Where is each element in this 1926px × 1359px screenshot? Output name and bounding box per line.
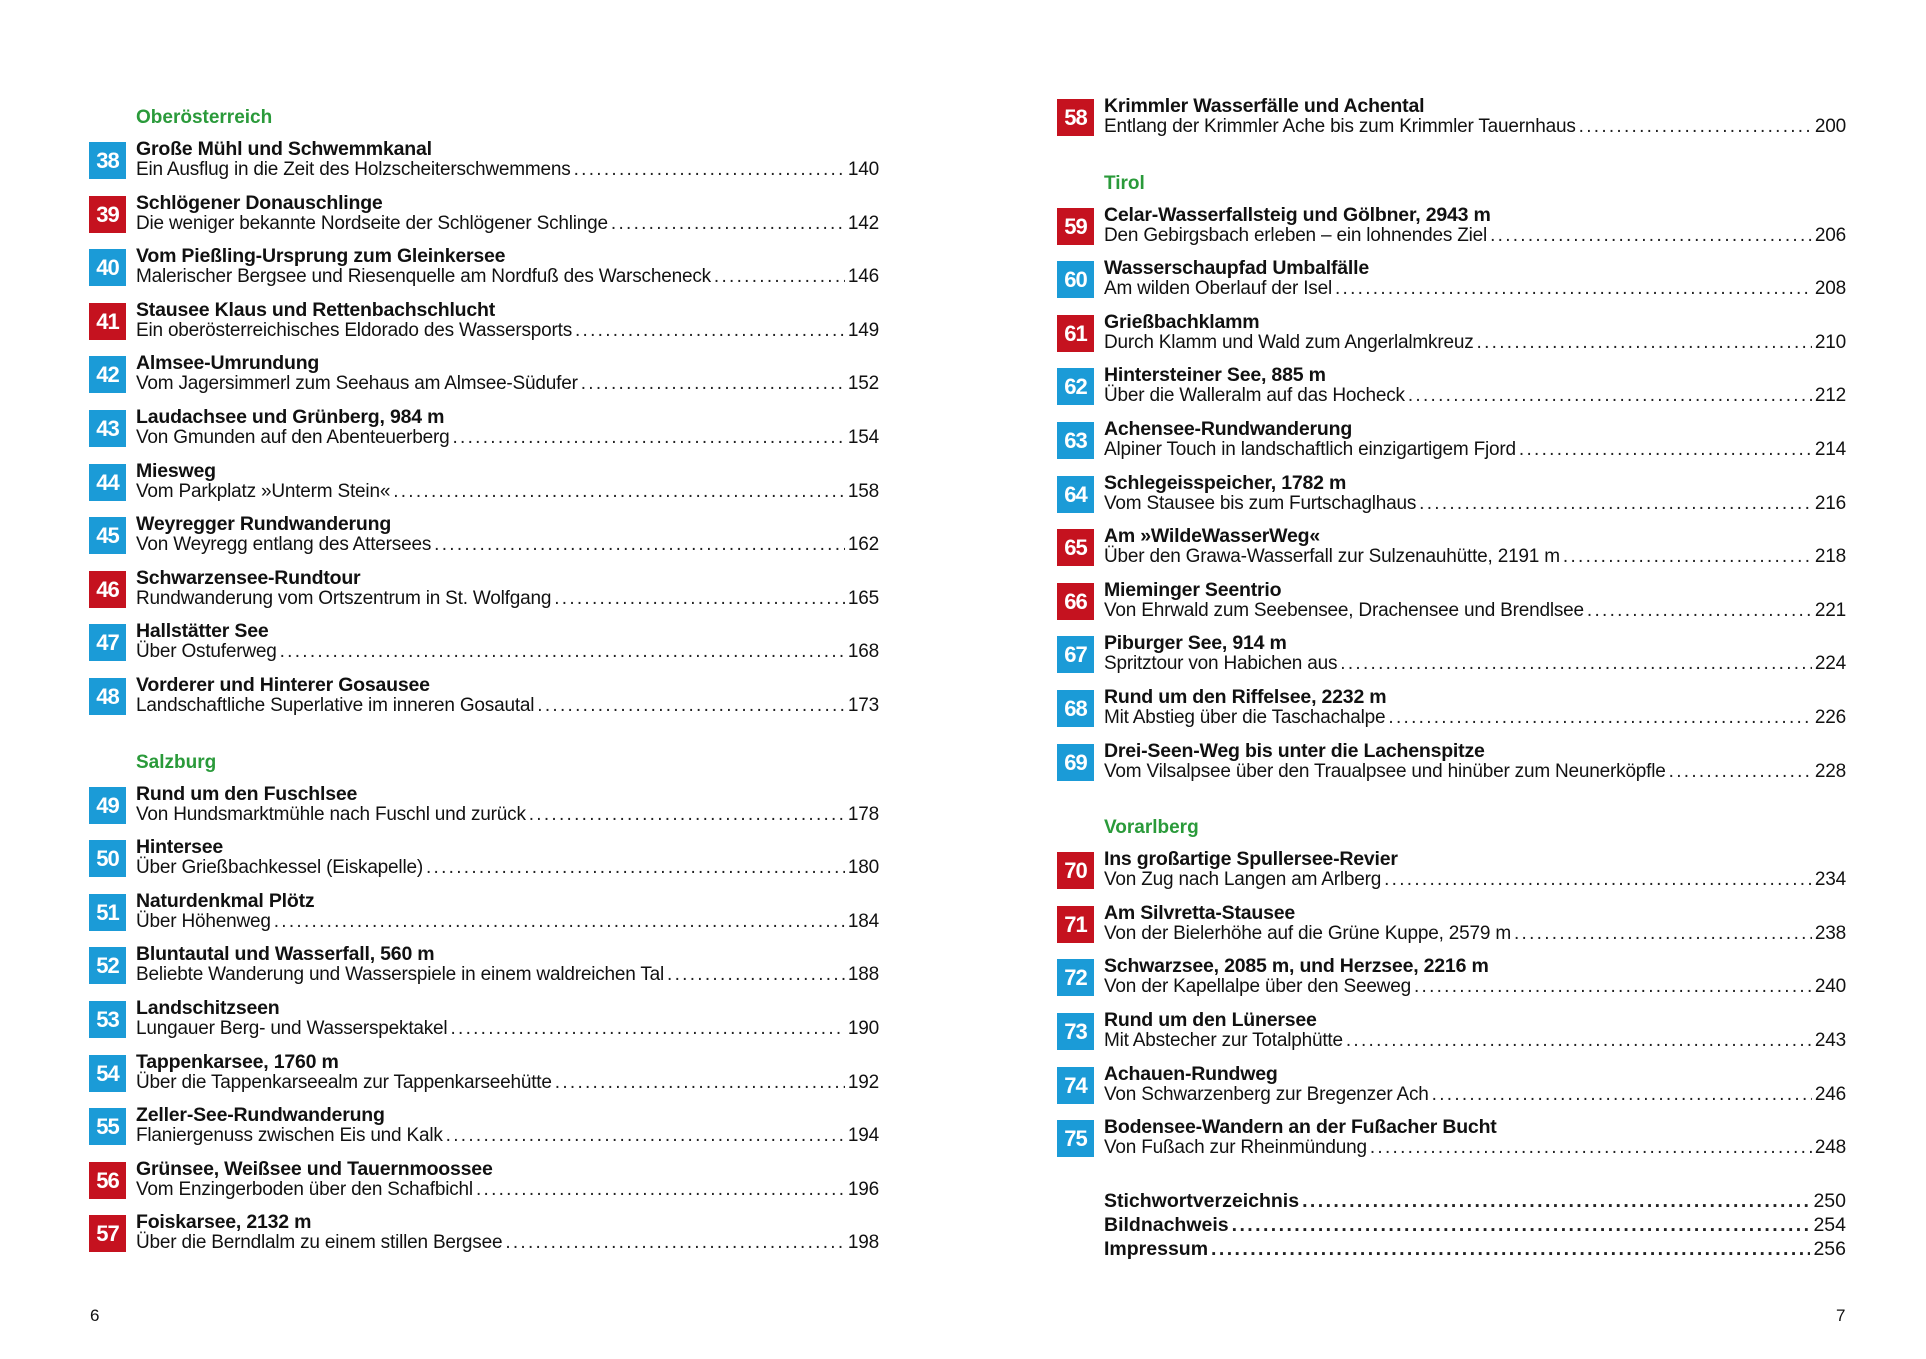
tour-title[interactable]: Am »WildeWasserWeg« [1104,525,1321,548]
tour-title[interactable]: Weyregger Rundwanderung [136,513,392,536]
appendix-label: Bildnachweis [1104,1213,1229,1236]
tour-title[interactable]: Drei-Seen-Weg bis unter die Lachenspitze [1104,739,1485,762]
tour-subtitle: Von Gmunden auf den Abenteuerberg [136,426,450,448]
tour-title[interactable]: Grünsee, Weißsee und Tauernmoossee [136,1157,493,1180]
tour-subtitle-line [136,481,879,503]
page-number-left: 6 [90,1306,100,1325]
dot-leader [453,427,845,449]
tour-subtitle: Lungauer Berg- und Wasserspektakel [136,1017,448,1039]
dot-leader [714,266,845,288]
tour-title[interactable]: Achensee-Rundwanderung [1104,417,1353,440]
tour-number-badge: 74 [1057,1067,1094,1104]
tour-subtitle-line [136,1232,879,1254]
tour-subtitle: Vom Vilsalpsee über den Traualpsee und hinüber zum Neunerköpfle [1104,760,1666,782]
tour-number-badge: 39 [89,196,126,233]
tour-subtitle-line [136,159,879,181]
tour-subtitle-line [136,1125,879,1147]
tour-number-badge: 62 [1057,368,1094,405]
toc-entry[interactable] [1057,736,1846,790]
dot-leader [611,213,845,235]
tour-number-badge: 51 [89,894,126,931]
tour-subtitle-line [1104,869,1846,891]
dot-leader [1669,761,1812,783]
tour-number-badge: 54 [89,1055,126,1092]
tour-subtitle: Von Schwarzenberg zur Bregenzer Ach [1104,1083,1429,1105]
page-number: 162 [847,534,879,556]
tour-title[interactable]: Laudachsee und Grünberg, 984 m [136,405,445,428]
page-number: 256 [1813,1237,1846,1260]
tour-number-badge: 59 [1057,208,1094,245]
page-number: 154 [847,426,879,448]
dot-leader [476,1179,845,1201]
dot-leader [446,1125,845,1147]
toc-entry[interactable] [89,779,879,833]
dot-leader [450,1018,844,1040]
right-sections [1057,91,1846,1166]
dot-leader [274,911,845,933]
left-page-toc [89,101,879,1261]
right-page-toc [1057,91,1846,1261]
page-number: 208 [1814,278,1846,300]
appendix-label: Impressum [1104,1237,1209,1260]
toc-entry[interactable] [1057,521,1846,575]
tour-subtitle-line [1104,923,1846,945]
toc-entry[interactable] [1057,200,1846,254]
page-number: 243 [1814,1029,1846,1051]
tour-number-badge: 52 [89,947,126,984]
toc-entry[interactable] [1057,844,1846,898]
tour-subtitle: Über die Tappenkarseealm zur Tappenkarseehütte [136,1071,552,1093]
tour-subtitle-line [136,804,879,826]
page-number: 184 [847,910,879,932]
tour-number-badge: 49 [89,787,126,824]
toc-entry[interactable] [89,402,879,456]
tour-title[interactable]: Naturdenkmal Plötz [136,889,315,912]
tour-subtitle: Malerischer Bergsee und Riesenquelle am Nordfuß des Warscheneck [136,266,711,288]
tour-subtitle-line [1104,546,1846,568]
tour-subtitle-line [1104,600,1846,622]
tour-title[interactable]: Wasserschaupfad Umbalfälle [1104,257,1370,280]
dot-leader [1477,332,1812,354]
tour-title[interactable]: Schwarzsee, 2085 m, und Herzsee, 2216 m [1104,955,1489,978]
page-number: 140 [847,159,879,180]
section-heading: Oberösterreich [136,107,273,128]
toc-entry[interactable] [89,509,879,563]
toc-entry[interactable] [89,134,879,188]
tour-title[interactable]: Foiskarsee, 2132 m [136,1211,312,1234]
tour-subtitle-line [136,1018,879,1040]
tour-number-badge: 41 [89,303,126,340]
page-number: 210 [1814,331,1846,353]
tour-number-badge: 47 [89,624,126,661]
tour-subtitle: Von Fußach zur Rheinmündung [1104,1137,1367,1159]
toc-entry[interactable] [89,241,879,295]
page-number-right: 7 [1836,1306,1846,1325]
toc-entry[interactable] [1057,898,1846,952]
tour-subtitle: Mit Abstieg über die Taschachalpe [1104,706,1386,728]
tour-number-badge: 55 [89,1108,126,1145]
tour-subtitle-line [136,911,879,933]
tour-number-badge: 45 [89,517,126,554]
tour-subtitle: Flaniergenuss zwischen Eis und Kalk [136,1125,443,1147]
dot-leader [1414,976,1812,998]
tour-subtitle: Vom Parkplatz »Unterm Stein« [136,480,391,502]
dot-leader [1519,439,1812,461]
page-number: 240 [1814,976,1846,998]
tour-subtitle-line [136,1072,879,1094]
tour-subtitle: Vom Jagersimmerl zum Seehaus am Almsee-Südufer [136,373,578,395]
toc-entry[interactable] [1057,360,1846,414]
tour-subtitle: Alpiner Touch in landschaftlich einzigartigem Fjord [1104,438,1516,460]
tour-subtitle: Rundwanderung vom Ortszentrum in St. Wolfgang [136,587,552,609]
tour-title[interactable]: Große Mühl und Schwemmkanal [136,138,432,160]
page-number: 178 [847,803,879,825]
tour-subtitle: Ein oberösterreichisches Eldorado des Wassersports [136,319,572,341]
tour-subtitle-line [136,641,879,663]
dot-leader [1370,1137,1812,1159]
toc-entry[interactable] [89,1207,879,1261]
dot-leader [1232,1213,1811,1237]
toc-entry[interactable] [89,616,879,670]
tour-subtitle-line [1104,332,1846,354]
tour-number-badge: 70 [1057,852,1094,889]
dot-leader [554,588,845,610]
tour-number-badge: 48 [89,678,126,715]
page-number: 168 [847,641,879,663]
tour-title[interactable]: Hintersee [136,836,224,859]
page-number: 200 [1814,116,1846,137]
tour-number-badge: 43 [89,410,126,447]
tour-number-badge: 69 [1057,744,1094,781]
tour-number-badge: 53 [89,1001,126,1038]
dot-leader [426,857,845,879]
tour-title[interactable]: Am Silvretta-Stausee [1104,901,1296,924]
tour-subtitle: Von Ehrwald zum Seebensee, Drachensee und Brendlsee [1104,599,1584,621]
toc-entry[interactable] [1057,414,1846,468]
tour-subtitle: Von Zug nach Langen am Arlberg [1104,869,1382,891]
tour-subtitle: Vom Enzingerboden über den Schafbichl [136,1178,473,1200]
tour-subtitle-line [136,1179,879,1201]
appendix-entry[interactable] [1104,1189,1846,1213]
tour-number-badge: 42 [89,356,126,393]
tour-number-badge: 60 [1057,261,1094,298]
appendix-list [1057,1189,1846,1261]
dot-leader [575,320,845,342]
tour-subtitle-line [136,857,879,879]
tour-number-badge: 65 [1057,529,1094,566]
dot-leader [574,159,845,181]
page-number: 212 [1814,385,1846,407]
tour-subtitle-line [136,588,879,610]
dot-leader [434,534,845,556]
toc-entry[interactable] [89,348,879,402]
tour-subtitle-line [136,427,879,449]
section-heading: Salzburg [136,751,217,773]
tour-title[interactable]: Achauen-Rundweg [1104,1062,1278,1085]
toc-entry[interactable] [1057,628,1846,682]
tour-subtitle: Über die Berndlalm zu einem stillen Bergsee [136,1232,503,1254]
page-number: 142 [847,212,879,234]
tour-subtitle-line [1104,439,1846,461]
page-number: 248 [1814,1137,1846,1159]
toc-entry[interactable] [89,670,879,724]
tour-number-badge: 58 [1057,99,1094,136]
dot-leader [1388,707,1811,729]
tour-subtitle-line [1104,976,1846,998]
tour-number-badge: 73 [1057,1013,1094,1050]
toc-entry[interactable] [89,188,879,242]
page-number: 188 [847,964,879,986]
dot-leader [1335,278,1812,300]
tour-subtitle: Die weniger bekannte Nordseite der Schlögener Schlinge [136,212,608,234]
tour-title[interactable]: Krimmler Wasserfälle und Achental [1104,95,1425,117]
dot-leader [393,481,845,503]
dot-leader [505,1232,845,1254]
tour-title[interactable]: Rund um den Lünersee [1104,1008,1317,1031]
page-number: 228 [1814,760,1846,782]
page-number: 234 [1814,869,1846,891]
page-number: 173 [847,694,879,716]
tour-number-badge: 40 [89,249,126,286]
tour-subtitle-line [136,695,879,717]
toc-entry[interactable] [1057,91,1846,145]
toc-entry[interactable] [89,993,879,1047]
tour-subtitle-line [1104,493,1846,515]
toc-entry[interactable] [1057,1005,1846,1059]
page-number: 218 [1814,546,1846,568]
tour-number-badge: 56 [89,1162,126,1199]
toc-entry[interactable] [1057,253,1846,307]
page-number: 149 [847,319,879,341]
tour-number-badge: 44 [89,464,126,501]
dot-leader [1563,546,1812,568]
dot-leader [1408,385,1812,407]
tour-title[interactable]: Landschitzseen [136,996,280,1019]
dot-leader [1587,600,1812,622]
dot-leader [1384,869,1812,891]
toc-entry[interactable] [89,1154,879,1208]
tour-subtitle: Beliebte Wanderung und Wasserspiele in einem waldreichen Tal [136,964,665,986]
tour-number-badge: 50 [89,840,126,877]
dot-leader [1514,923,1812,945]
toc-entry[interactable] [89,939,879,993]
tour-number-badge: 71 [1057,906,1094,943]
dot-leader [555,1072,845,1094]
dot-leader [1346,1030,1812,1052]
dot-leader [1579,116,1812,138]
tour-subtitle: Von der Bielerhöhe auf die Grüne Kuppe, 2579 m [1104,922,1511,944]
dot-leader [280,641,845,663]
tour-title[interactable]: Tappenkarsee, 1760 m [136,1050,339,1073]
page-number: 214 [1814,438,1846,460]
tour-subtitle: Über Ostuferweg [136,641,277,663]
tour-number-badge: 66 [1057,583,1094,620]
tour-title[interactable]: Grießbachklamm [1104,310,1260,333]
page-number: 152 [847,373,879,395]
tour-subtitle-line [136,534,879,556]
page-number: 146 [847,266,879,288]
dot-leader [1419,493,1812,515]
tour-subtitle-line [1104,707,1846,729]
tour-title[interactable]: Mieminger Seentrio [1104,578,1282,601]
page-number: 224 [1814,653,1846,675]
tour-title[interactable]: Ins großartige Spullersee-Revier [1104,848,1398,871]
tour-number-badge: 63 [1057,422,1094,459]
tour-subtitle-line [1104,761,1846,783]
page-number: 250 [1813,1189,1846,1212]
tour-subtitle: Von Weyregg entlang des Attersees [136,534,432,556]
tour-number-badge: 61 [1057,315,1094,352]
dot-leader [581,373,845,395]
page-number: 194 [847,1125,879,1147]
tour-title[interactable]: Miesweg [136,459,216,482]
page-number: 192 [847,1071,879,1093]
tour-title[interactable]: Zeller-See-Rundwanderung [136,1104,385,1127]
tour-subtitle: Von Hundsmarktmühle nach Fuschl und zurück [136,803,526,825]
tour-title[interactable]: Vorderer und Hinterer Gosausee [136,673,430,696]
tour-title[interactable]: Schlegeisspeicher, 1782 m [1104,471,1347,494]
tour-subtitle: Über Grießbachkessel (Eiskapelle) [136,857,423,879]
tour-subtitle-line [1104,653,1846,675]
tour-number-badge: 46 [89,571,126,608]
tour-subtitle-line [1104,1030,1846,1052]
toc-entry[interactable] [1057,468,1846,522]
tour-subtitle: Landschaftliche Superlative im inneren Gosautal [136,694,535,716]
tour-title[interactable]: Bluntautal und Wasserfall, 560 m [136,943,435,966]
tour-title[interactable]: Schlögener Donauschlinge [136,191,383,214]
tour-number-badge: 75 [1057,1120,1094,1157]
toc-entry[interactable] [89,563,879,617]
toc-entry[interactable] [89,886,879,940]
tour-subtitle: Über den Grawa-Wasserfall zur Sulzenauhütte, 2191 m [1104,546,1560,568]
tour-subtitle-line [136,964,879,986]
toc-entry[interactable] [1057,1059,1846,1113]
appendix-entry[interactable] [1104,1237,1846,1261]
page-number: 254 [1813,1213,1846,1236]
tour-title[interactable]: Stausee Klaus und Rettenbachschlucht [136,298,496,321]
page-number: 238 [1814,922,1846,944]
tour-subtitle-line [1104,116,1846,138]
dot-leader [1490,225,1812,247]
tour-subtitle: Vom Stausee bis zum Furtschaglhaus [1104,492,1417,514]
tour-subtitle: Den Gebirgsbach erleben – ein lohnendes Ziel [1104,224,1488,246]
tour-subtitle: Am wilden Oberlauf der Isel [1104,278,1332,300]
toc-entry[interactable] [1057,682,1846,736]
dot-leader [1302,1189,1810,1213]
tour-subtitle: Entlang der Krimmler Ache bis zum Krimmler Tauernhaus [1104,116,1576,137]
tour-title[interactable]: Rund um den Riffelsee, 2232 m [1104,685,1387,708]
tour-title[interactable]: Celar-Wasserfallsteig und Gölbner, 2943 m [1104,203,1491,226]
dot-leader [1432,1084,1812,1106]
tour-subtitle-line [136,320,879,342]
section-heading: Tirol [1104,172,1145,194]
tour-subtitle: Von der Kapellalpe über den Seeweg [1104,976,1411,998]
tour-number-badge: 38 [89,142,126,179]
page-number: 158 [847,480,879,502]
tour-number-badge: 72 [1057,959,1094,996]
toc-entry[interactable] [89,456,879,510]
tour-title[interactable]: Bodensee-Wandern an der Fußacher Bucht [1104,1116,1497,1139]
page-number: 221 [1814,599,1846,621]
tour-title[interactable]: Piburger See, 914 m [1104,632,1287,655]
dot-leader [529,804,845,826]
appendix-entry[interactable] [1104,1213,1846,1237]
page-number: 246 [1814,1083,1846,1105]
tour-title[interactable]: Schwarzensee-Rundtour [136,566,361,589]
page-number: 198 [847,1232,879,1254]
tour-subtitle: Durch Klamm und Wald zum Angerlalmkreuz [1104,331,1474,353]
page-number: 216 [1814,492,1846,514]
toc-entry[interactable] [1057,1112,1846,1166]
page-number: 226 [1814,706,1846,728]
dot-leader [667,964,845,986]
tour-subtitle: Mit Abstecher zur Totalphütte [1104,1029,1343,1051]
tour-title[interactable]: Almsee-Umrundung [136,352,320,375]
tour-subtitle-line [1104,278,1846,300]
tour-subtitle: Ein Ausflug in die Zeit des Holzscheiterschwemmens [136,159,571,180]
tour-subtitle-line [1104,1137,1846,1159]
tour-subtitle: Über die Walleralm auf das Hocheck [1104,385,1405,407]
page-number: 206 [1814,224,1846,246]
toc-entry[interactable] [89,1100,879,1154]
tour-subtitle: Spritztour von Habichen aus [1104,653,1338,675]
tour-subtitle-line [1104,385,1846,407]
tour-subtitle: Über Höhenweg [136,910,271,932]
toc-entry[interactable] [89,1047,879,1101]
tour-title[interactable]: Vom Pießling-Ursprung zum Gleinkersee [136,245,506,268]
tour-title[interactable]: Rund um den Fuschlsee [136,782,358,805]
page-number: 196 [847,1178,879,1200]
tour-subtitle-line [1104,1084,1846,1106]
dot-leader [537,695,845,717]
page-number: 190 [847,1017,879,1039]
dot-leader [1211,1237,1810,1261]
tour-number-badge: 57 [89,1215,126,1252]
toc-entry[interactable] [89,295,879,349]
tour-number-badge: 67 [1057,636,1094,673]
tour-title[interactable]: Hintersteiner See, 885 m [1104,364,1326,387]
tour-number-badge: 64 [1057,476,1094,513]
dot-leader [1340,653,1812,675]
tour-number-badge: 68 [1057,690,1094,727]
appendix-label: Stichwortverzeichnis [1104,1189,1300,1212]
toc-entry[interactable] [1057,307,1846,361]
tour-subtitle-line [136,213,879,235]
page-number: 165 [847,587,879,609]
toc-entry[interactable] [1057,575,1846,629]
toc-entry[interactable] [1057,951,1846,1005]
tour-subtitle-line [136,373,879,395]
tour-subtitle-line [136,266,879,288]
page-number: 180 [847,857,879,879]
tour-title[interactable]: Hallstätter See [136,620,269,643]
section-heading: Vorarlberg [1104,817,1199,839]
tour-subtitle-line [1104,225,1846,247]
toc-entry[interactable] [89,832,879,886]
